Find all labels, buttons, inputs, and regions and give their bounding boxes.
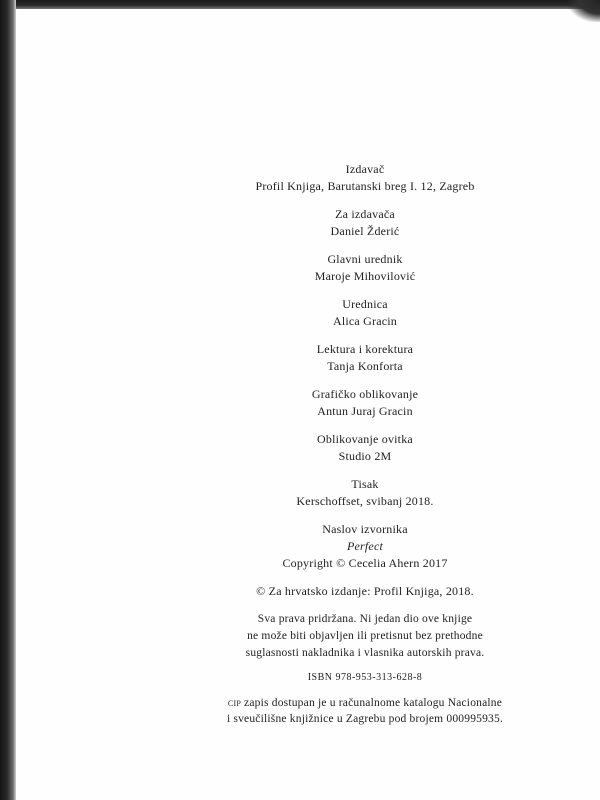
block-label: Tisak xyxy=(351,477,379,491)
block-value: Alica Gracin xyxy=(332,314,398,328)
block-label: Glavni urednik xyxy=(327,252,403,266)
original-title-block xyxy=(0,521,600,572)
block-label: Naslov izvornika xyxy=(322,522,408,536)
block-value: Maroje Mihovilović xyxy=(314,269,416,283)
croatian-edition-block xyxy=(0,583,600,600)
original-title: Perfect xyxy=(346,539,384,553)
rights-line: ne može biti objavljen ili pretisnut bez prethodne xyxy=(247,630,483,642)
block-value: Profil Knjiga, Barutanski breg I. 12, Zagreb xyxy=(255,179,475,193)
block-label: Oblikovanje ovitka xyxy=(317,432,413,446)
cip-line-rest: zapis dostupan je u računalnome katalogu Nacionalne xyxy=(240,697,503,709)
block-value: Tanja Konforta xyxy=(327,359,403,373)
editor-in-chief-block xyxy=(0,251,600,285)
colophon xyxy=(0,161,600,727)
block-label: Za izdavača xyxy=(335,207,395,221)
cip-abbr: cip xyxy=(227,697,241,709)
proofreading-block xyxy=(0,341,600,375)
graphic-design-block xyxy=(0,386,600,420)
publisher-block xyxy=(0,161,600,195)
block-value: Daniel Žderić xyxy=(330,224,400,238)
editor-block xyxy=(0,296,600,330)
block-label: Grafičko oblikovanje xyxy=(311,387,419,401)
block-value: Studio 2M xyxy=(338,449,392,463)
block-value: Kerschoffset, svibanj 2018. xyxy=(296,494,434,508)
cip-line xyxy=(0,695,600,711)
cip-line: i sveučilišne knjižnice u Zagrebu pod brojem 000995935. xyxy=(226,713,504,725)
isbn: ISBN 978-953-313-628-8 xyxy=(307,672,423,683)
croatian-edition-line: © Za hrvatsko izdanje: Profil Knjiga, 2018. xyxy=(256,584,474,598)
for-publisher-block xyxy=(0,206,600,240)
cip-notice xyxy=(0,695,600,727)
rights-line: suglasnosti nakladnika i vlasnika autorskih prava. xyxy=(245,647,485,659)
block-label: Lektura i korektura xyxy=(316,342,414,356)
block-label: Izdavač xyxy=(345,162,385,176)
rights-line: Sva prava pridržana. Ni jedan dio ove knjige xyxy=(257,613,473,625)
block-value: Antun Juraj Gracin xyxy=(317,404,413,418)
scan-edge-top xyxy=(0,0,600,9)
rights-notice xyxy=(0,611,600,662)
block-label: Urednica xyxy=(342,297,388,311)
scan-edge-corner xyxy=(568,0,600,22)
cover-design-block xyxy=(0,431,600,465)
copyright-line: Copyright © Cecelia Ahern 2017 xyxy=(282,556,448,570)
print-block xyxy=(0,476,600,510)
